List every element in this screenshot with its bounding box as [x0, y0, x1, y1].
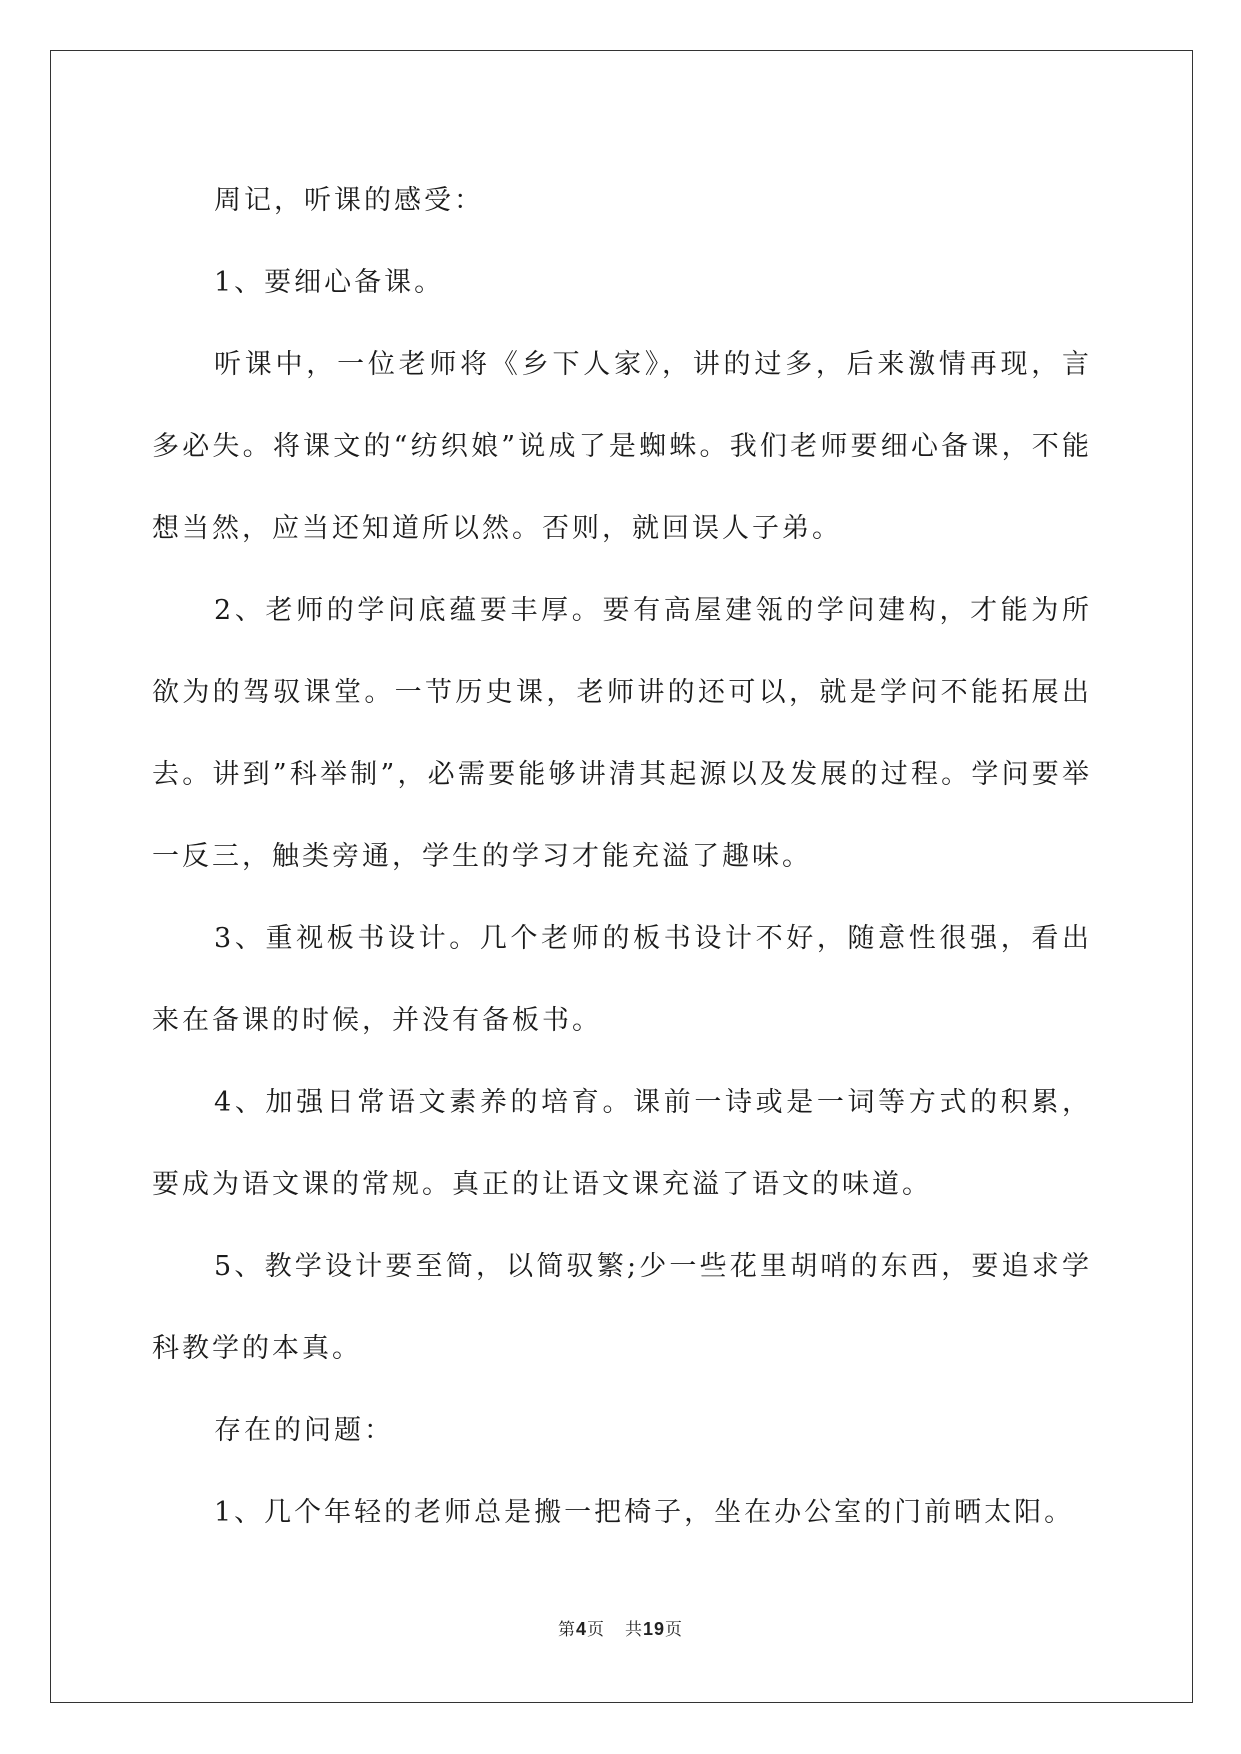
paragraph-item-2: 2、老师的学问底蕴要丰厚。要有高屋建瓴的学问建构，才能为所欲为的驾驭课堂。一节历史课，老师讲的还可以，就是学问不能拓展出去。讲到”科举制”，必需要能够讲清其起源以及发展的过程。学问要举一反三，触类旁通，学生的学习才能充溢了趣味。 [152, 595, 1092, 872]
paragraph-item-3: 3、重视板书设计。几个老师的板书设计不好，随意性很强，看出来在备课的时候，并没有备板书。 [152, 923, 1092, 1036]
page-prefix: 第 [557, 1620, 576, 1640]
paragraph-item-1: 1、要细心备课。 [214, 267, 445, 298]
paragraph-heading-problems: 存在的问题： [214, 1415, 394, 1446]
paragraph-heading-weekly-notes: 周记，听课的感受： [214, 185, 484, 216]
page-footer [0, 1615, 1241, 1640]
total-prefix: 共 [624, 1620, 643, 1640]
paragraph-item-5: 5、教学设计要至简，以简驭繁;少一些花里胡哨的东西，要追求学科教学的本真。 [152, 1251, 1092, 1364]
paragraph-item-4: 4、加强日常语文素养的培育。课前一诗或是一词等方式的积累，要成为语文课的常规。真正的让语文课充溢了语文的味道。 [152, 1087, 1092, 1200]
page-suffix: 页 [586, 1620, 605, 1640]
paragraph-lesson-example: 听课中，一位老师将《乡下人家》，讲的过多，后来激情再现，言多必失。将课文的“纺织娘”说成了是蜘蛛。我们老师要细心备课，不能想当然，应当还知道所以然。否则，就回误人子弟。 [152, 349, 1092, 544]
document-body [152, 160, 1092, 1554]
total-suffix: 页 [665, 1620, 684, 1640]
page-number: 4 [575, 1619, 587, 1639]
total-pages: 19 [642, 1619, 666, 1639]
paragraph-problem-1: 1、几个年轻的老师总是搬一把椅子，坐在办公室的门前晒太阳。 [214, 1497, 1075, 1528]
